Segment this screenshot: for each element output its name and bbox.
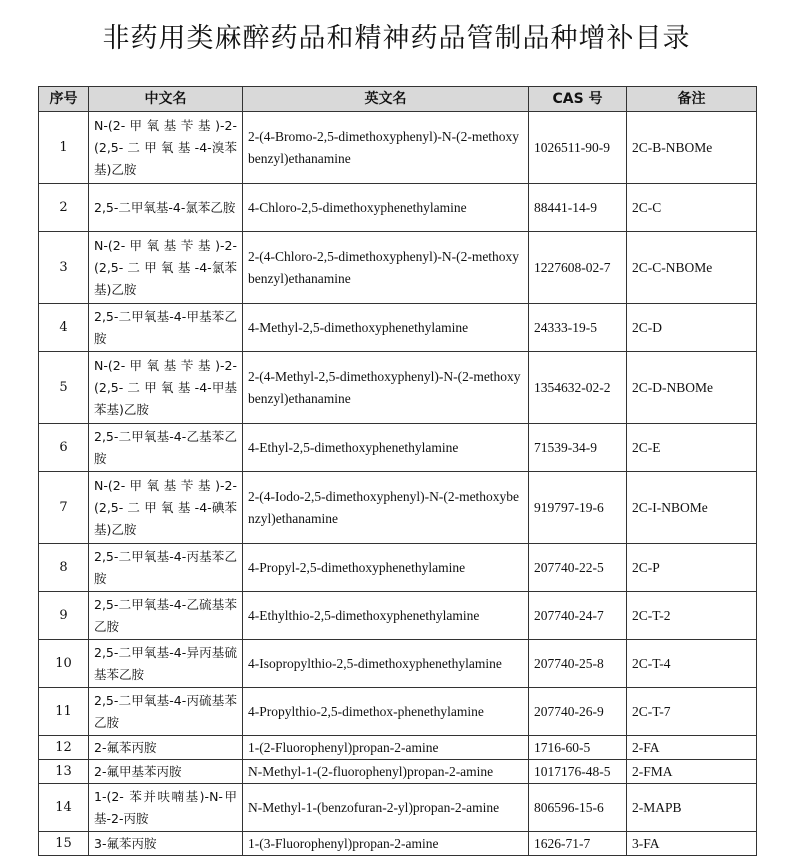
english-name-cell: 4-Ethyl-2,5-dimethoxyphenethylamine: [243, 424, 529, 472]
cas-number-cell: 919797-19-6: [529, 472, 627, 544]
chinese-name-cell: 2,5-二甲氧基-4-甲基苯乙胺: [89, 304, 243, 352]
remarks-cell: 2C-T-4: [627, 640, 757, 688]
table-row: [39, 424, 757, 472]
serial-number-cell: 11: [39, 688, 89, 736]
chinese-name-cell: 2-氟甲基苯丙胺: [89, 760, 243, 784]
cas-number-cell: 207740-26-9: [529, 688, 627, 736]
cas-number-cell: 1227608-02-7: [529, 232, 627, 304]
chinese-name-cell: 2,5-二甲氧基-4-乙基苯乙胺: [89, 424, 243, 472]
table-row: [39, 760, 757, 784]
cas-number-cell: 71539-34-9: [529, 424, 627, 472]
english-name-cell: 4-Methyl-2,5-dimethoxyphenethylamine: [243, 304, 529, 352]
remarks-cell: 2-MAPB: [627, 784, 757, 832]
english-name-cell: 2-(4-Methyl-2,5-dimethoxyphenyl)-N-(2-methoxybenzyl)ethanamine: [243, 352, 529, 424]
chinese-name-cell: 2,5-二甲氧基-4-氯苯乙胺: [89, 184, 243, 232]
cas-number-cell: 207740-22-5: [529, 544, 627, 592]
remarks-cell: 2-FMA: [627, 760, 757, 784]
remarks-cell: 3-FA: [627, 832, 757, 856]
cas-number-cell: 88441-14-9: [529, 184, 627, 232]
english-name-cell: 2-(4-Bromo-2,5-dimethoxyphenyl)-N-(2-methoxybenzyl)ethanamine: [243, 112, 529, 184]
header-english-name: 英文名: [243, 87, 529, 112]
english-name-cell: 4-Propyl-2,5-dimethoxyphenethylamine: [243, 544, 529, 592]
serial-number-cell: 10: [39, 640, 89, 688]
cas-number-cell: 24333-19-5: [529, 304, 627, 352]
table-header-row: [39, 87, 757, 112]
remarks-cell: 2-FA: [627, 736, 757, 760]
table-row: [39, 352, 757, 424]
table-row: [39, 592, 757, 640]
chinese-name-cell: 3-氟苯丙胺: [89, 832, 243, 856]
chinese-name-cell: 2,5-二甲氧基-4-丙基苯乙胺: [89, 544, 243, 592]
serial-number-cell: 13: [39, 760, 89, 784]
controlled-substances-table: [38, 86, 757, 856]
english-name-cell: 1-(3-Fluorophenyl)propan-2-amine: [243, 832, 529, 856]
remarks-cell: 2C-B-NBOMe: [627, 112, 757, 184]
table-row: [39, 544, 757, 592]
cas-number-cell: 1716-60-5: [529, 736, 627, 760]
serial-number-cell: 9: [39, 592, 89, 640]
english-name-cell: 2-(4-Chloro-2,5-dimethoxyphenyl)-N-(2-methoxybenzyl)ethanamine: [243, 232, 529, 304]
cas-number-cell: 1026511-90-9: [529, 112, 627, 184]
header-chinese-name: 中文名: [89, 87, 243, 112]
serial-number-cell: 5: [39, 352, 89, 424]
serial-number-cell: 6: [39, 424, 89, 472]
english-name-cell: N-Methyl-1-(2-fluorophenyl)propan-2-amine: [243, 760, 529, 784]
table-row: [39, 112, 757, 184]
serial-number-cell: 7: [39, 472, 89, 544]
table-row: [39, 184, 757, 232]
chinese-name-cell: N-(2- 甲 氧 基 苄 基 )-2-(2,5- 二 甲 氧 基 -4-氯苯基)乙胺: [89, 232, 243, 304]
table-row: [39, 784, 757, 832]
chinese-name-cell: 2-氟苯丙胺: [89, 736, 243, 760]
remarks-cell: 2C-T-7: [627, 688, 757, 736]
table-row: [39, 472, 757, 544]
remarks-cell: 2C-I-NBOMe: [627, 472, 757, 544]
cas-number-cell: 806596-15-6: [529, 784, 627, 832]
remarks-cell: 2C-E: [627, 424, 757, 472]
english-name-cell: 4-Isopropylthio-2,5-dimethoxyphenethylamine: [243, 640, 529, 688]
remarks-cell: 2C-T-2: [627, 592, 757, 640]
table-row: [39, 688, 757, 736]
remarks-cell: 2C-C: [627, 184, 757, 232]
english-name-cell: 4-Chloro-2,5-dimethoxyphenethylamine: [243, 184, 529, 232]
cas-number-cell: 1354632-02-2: [529, 352, 627, 424]
chinese-name-cell: 2,5-二甲氧基-4-乙硫基苯乙胺: [89, 592, 243, 640]
serial-number-cell: 1: [39, 112, 89, 184]
serial-number-cell: 4: [39, 304, 89, 352]
english-name-cell: 4-Ethylthio-2,5-dimethoxyphenethylamine: [243, 592, 529, 640]
serial-number-cell: 2: [39, 184, 89, 232]
table-row: [39, 232, 757, 304]
document-title: 非药用类麻醉药品和精神药品管制品种增补目录: [102, 23, 691, 54]
remarks-cell: 2C-D: [627, 304, 757, 352]
chinese-name-cell: N-(2- 甲 氧 基 苄 基 )-2-(2,5- 二 甲 氧 基 -4-碘苯基)乙胺: [89, 472, 243, 544]
header-remarks: 备注: [627, 87, 757, 112]
chinese-name-cell: 2,5-二甲氧基-4-丙硫基苯乙胺: [89, 688, 243, 736]
cas-number-cell: 207740-25-8: [529, 640, 627, 688]
serial-number-cell: 8: [39, 544, 89, 592]
chinese-name-cell: 2,5-二甲氧基-4-异丙基硫基苯乙胺: [89, 640, 243, 688]
remarks-cell: 2C-P: [627, 544, 757, 592]
chinese-name-cell: N-(2- 甲 氧 基 苄 基 )-2-(2,5- 二 甲 氧 基 -4-溴苯基)乙胺: [89, 112, 243, 184]
table-row: [39, 304, 757, 352]
cas-number-cell: 1626-71-7: [529, 832, 627, 856]
remarks-cell: 2C-D-NBOMe: [627, 352, 757, 424]
english-name-cell: 1-(2-Fluorophenyl)propan-2-amine: [243, 736, 529, 760]
serial-number-cell: 14: [39, 784, 89, 832]
english-name-cell: 4-Propylthio-2,5-dimethox-phenethylamine: [243, 688, 529, 736]
cas-number-cell: 1017176-48-5: [529, 760, 627, 784]
serial-number-cell: 15: [39, 832, 89, 856]
serial-number-cell: 12: [39, 736, 89, 760]
table-row: [39, 640, 757, 688]
table-row: [39, 832, 757, 856]
header-cas-number: CAS 号: [529, 87, 627, 112]
chinese-name-cell: N-(2- 甲 氧 基 苄 基 )-2-(2,5- 二 甲 氧 基 -4-甲基苯基)乙胺: [89, 352, 243, 424]
chinese-name-cell: 1-(2- 苯并呋喃基)-N-甲基-2-丙胺: [89, 784, 243, 832]
remarks-cell: 2C-C-NBOMe: [627, 232, 757, 304]
english-name-cell: N-Methyl-1-(benzofuran-2-yl)propan-2-amine: [243, 784, 529, 832]
header-serial-number: 序号: [39, 87, 89, 112]
serial-number-cell: 3: [39, 232, 89, 304]
table-row: [39, 736, 757, 760]
english-name-cell: 2-(4-Iodo-2,5-dimethoxyphenyl)-N-(2-methoxybenzyl)ethanamine: [243, 472, 529, 544]
cas-number-cell: 207740-24-7: [529, 592, 627, 640]
table-body: [39, 112, 757, 856]
